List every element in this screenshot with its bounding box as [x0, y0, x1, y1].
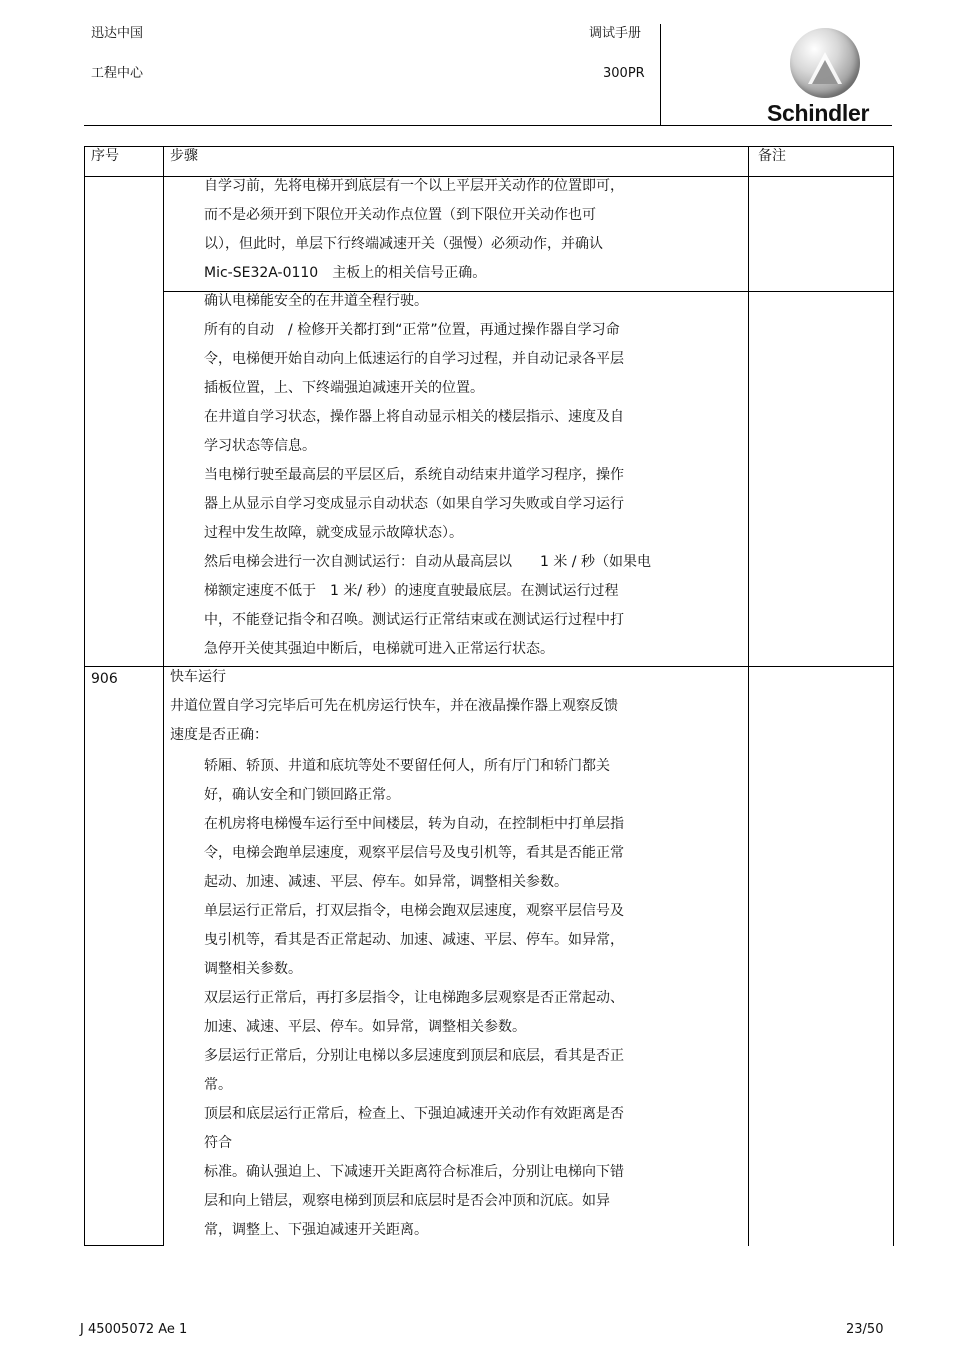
step-line: Mic-SE32A-0110 主板上的相关信号正确。	[204, 265, 487, 281]
step-line: 急停开关使其强迫中断后，电梯就可进入正常运行状态。	[204, 641, 554, 657]
step-line: 好，确认安全和门锁回路正常。	[204, 787, 400, 803]
header-divider	[660, 24, 661, 125]
step-line: 常，调整上、下强迫减速开关距离。	[204, 1222, 428, 1238]
department-name: 工程中心	[91, 66, 144, 81]
step-line: 器上从显示自学习变成显示自动状态（如果自学习失败或自学习运行	[204, 496, 624, 512]
step-line: 令，电梯便开始自动向上低速运行的自学习过程，并自动记录各平层	[204, 351, 624, 367]
step-line: 中，不能登记指令和召唤。测试运行正常结束或在测试运行过程中打	[204, 612, 624, 628]
table-row	[204, 287, 651, 664]
step-line: 在机房将电梯慢车运行至中间楼层，转为自动，在控制柜中打单层指	[204, 816, 624, 832]
step-line: 当电梯行驶至最高层的平层区后，系统自动结束井道学习程序，操作	[204, 467, 624, 483]
table-row	[204, 752, 624, 1245]
table-row	[204, 172, 624, 288]
step-line: 令，电梯会跑单层速度，观察平层信号及曳引机等，看其是否能正常	[204, 845, 624, 861]
step-intro-line: 井道位置自学习完毕后可先在机房运行快车，并在液晶操作器上观察反馈	[170, 698, 618, 714]
step-line: 所有的自动 / 检修开关都打到“正常”位置，再通过操作器自学习命	[204, 322, 620, 338]
step-line: 标准。确认强迫上、下减速开关距离符合标准后，分别让电梯向下错	[204, 1164, 624, 1180]
step-line: 常。	[204, 1077, 232, 1093]
step-line: 而不是必须开到下限位开关动作点位置（到下限位开关动作也可	[204, 207, 596, 223]
column-header-remarks: 备注	[758, 148, 786, 164]
step-line: 起动、加速、减速、平层、停车。如异常，调整相关参数。	[204, 874, 568, 890]
step-line: 在井道自学习状态，操作器上将自动显示相关的楼层指示、速度及自	[204, 409, 624, 425]
step-intro-line: 速度是否正确：	[170, 727, 268, 743]
step-line: 学习状态等信息。	[204, 438, 316, 454]
step-line: 然后电梯会进行一次自测试运行：自动从最高层以 1 米 / 秒（如果电	[204, 554, 651, 570]
step-line: 层和向上错层，观察电梯到顶层和底层时是否会冲顶和沉底。如异	[204, 1193, 610, 1209]
step-line: 以），但此时，单层下行终端减速开关（强慢）必须动作，并确认	[204, 236, 603, 252]
column-header-steps: 步骤	[170, 148, 198, 164]
step-line: 确认电梯能安全的在井道全程行驶。	[204, 293, 428, 309]
step-line: 符合	[204, 1135, 232, 1151]
schindler-logo-text: Schindler	[767, 100, 870, 126]
column-divider-seq	[163, 146, 164, 1246]
document-type: 调试手册	[589, 26, 642, 41]
step-line: 调整相关参数。	[204, 961, 302, 977]
step-line: 多层运行正常后，分别让电梯以多层速度到顶层和底层，看其是否正	[204, 1048, 624, 1064]
step-line: 双层运行正常后，再打多层指令，让电梯跑多层观察是否正常起动、	[204, 990, 624, 1006]
column-header-seq: 序号	[91, 148, 119, 164]
table-right-border	[893, 146, 894, 1246]
step-line: 加速、减速、平层、停车。如异常，调整相关参数。	[204, 1019, 526, 1035]
table-left-border	[84, 146, 85, 1246]
step-number: 906	[91, 671, 118, 687]
document-number: J 45005072 Ae 1	[80, 1322, 188, 1337]
step-line: 顶层和底层运行正常后，检查上、下强迫减速开关动作有效距离是否	[204, 1106, 624, 1122]
step-line: 过程中发生故障，就变成显示故障状态）。	[204, 525, 463, 541]
table-bottom-border	[84, 1245, 164, 1246]
step-line: 自学习前，先将电梯开到底层有一个以上平层开关动作的位置即可，	[204, 178, 624, 194]
step-line: 插板位置，上、下终端强迫减速开关的位置。	[204, 380, 484, 396]
step-line: 轿厢、轿顶、井道和底坑等处不要留任何人，所有厅门和轿门都关	[204, 758, 610, 774]
step-line: 曳引机等，看其是否正常起动、加速、减速、平层、停车。如异常，	[204, 932, 624, 948]
step-title: 快车运行	[170, 669, 226, 685]
page-number: 23/50	[846, 1322, 884, 1337]
company-name: 迅达中国	[91, 26, 144, 41]
step-title-block	[170, 663, 618, 750]
step-line: 梯额定速度不低于 1 米/ 秒）的速度直驶最底层。在测试运行过程	[204, 583, 619, 599]
model-number: 300PR	[603, 66, 645, 81]
column-divider-remarks	[748, 146, 749, 1246]
step-line: 单层运行正常后，打双层指令，电梯会跑双层速度，观察平层信号及	[204, 903, 624, 919]
schindler-logo-icon	[790, 28, 860, 98]
